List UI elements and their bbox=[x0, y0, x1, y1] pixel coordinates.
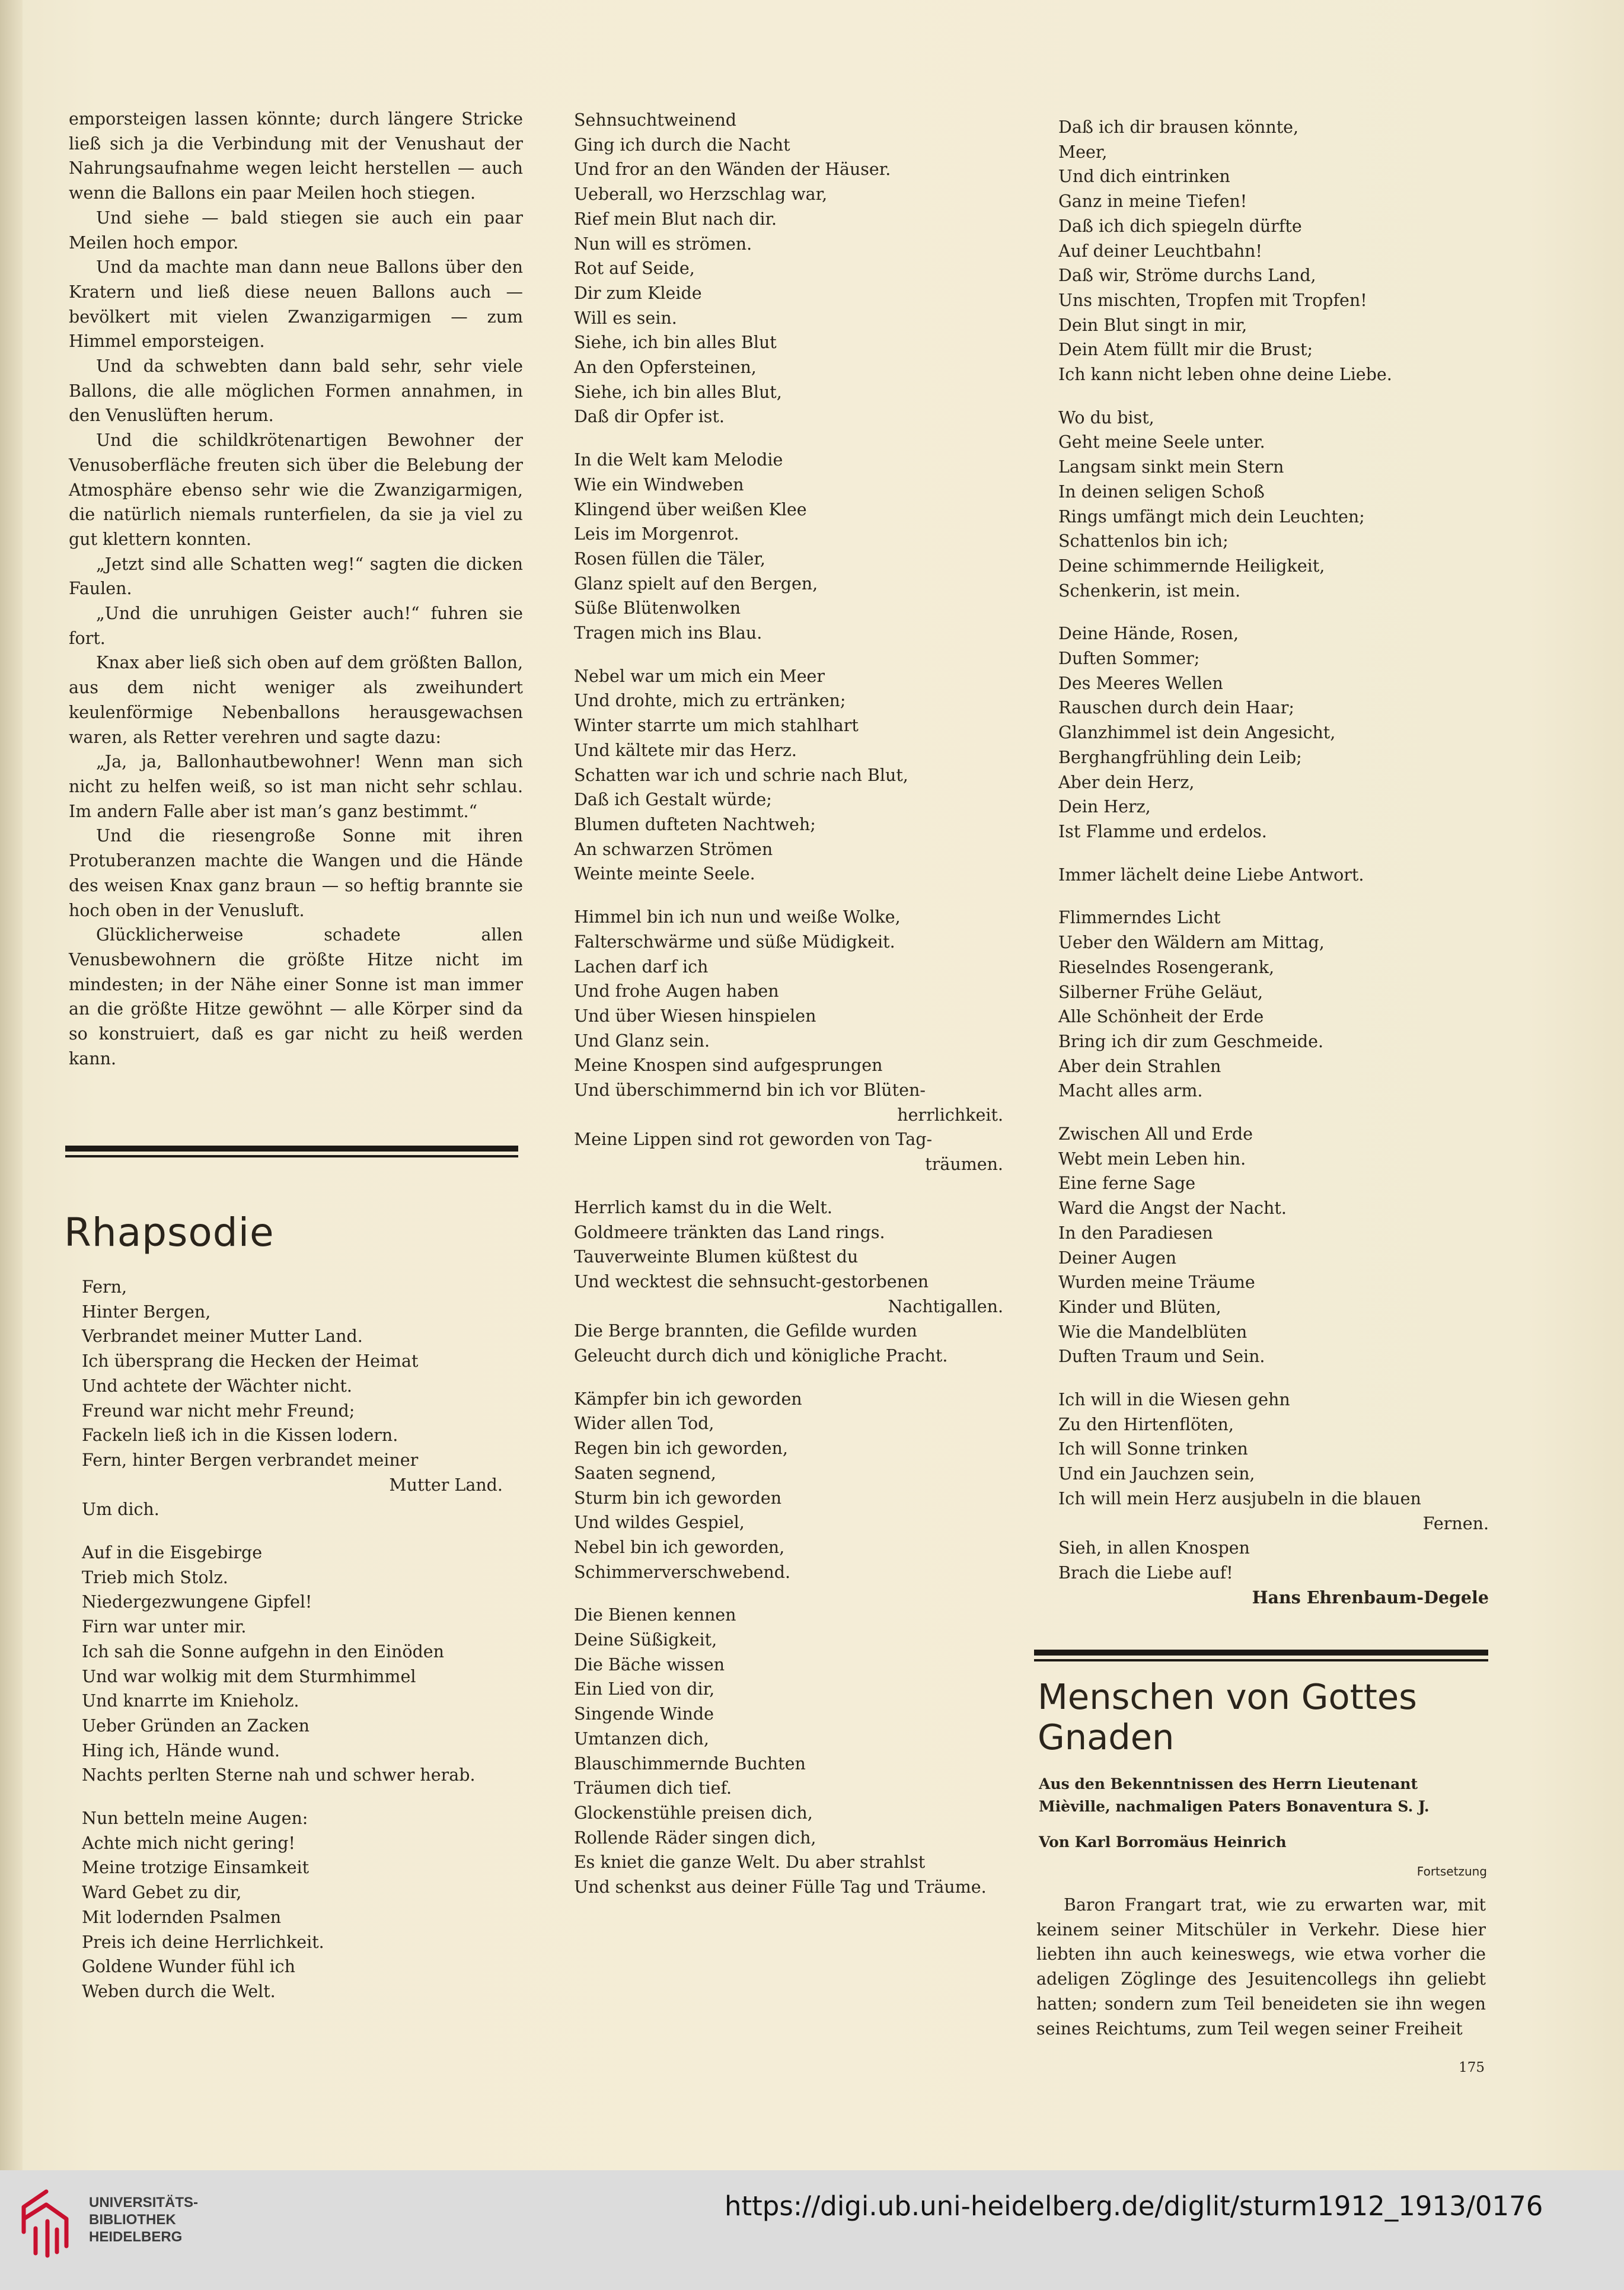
poem-line: Und knarrte im Knieholz. bbox=[82, 1691, 299, 1711]
poem-line: Saaten segnend, bbox=[574, 1463, 716, 1483]
poem-line: Auf in die Eisgebirge bbox=[82, 1543, 263, 1563]
poem-line: Meine Lippen sind rot geworden von Tag- bbox=[574, 1130, 933, 1150]
story-paragraph: Und da schwebten dann bald sehr, sehr viele Ballons, die alle möglichen Formen annahmen, in den Venuslüften herum. bbox=[69, 356, 523, 426]
poem-line: Die Berge brannten, die Gefilde wurden bbox=[574, 1321, 917, 1341]
poem-line: Und ein Jauchzen sein, bbox=[1058, 1464, 1255, 1484]
poem-stanza bbox=[574, 905, 1003, 1177]
poem-line: Und achtete der Wächter nicht. bbox=[82, 1376, 352, 1396]
poem-line: Wurden meine Träume bbox=[1058, 1272, 1255, 1293]
poem-stanza bbox=[82, 1806, 503, 2004]
poem-line: Ganz in meine Tiefen! bbox=[1058, 192, 1247, 212]
poem-line: Kinder und Blüten, bbox=[1058, 1297, 1221, 1317]
poem-line: Rollende Räder singen dich, bbox=[574, 1827, 816, 1848]
poem-line: Klingend über weißen Klee bbox=[574, 499, 807, 519]
poem-stanza bbox=[1058, 406, 1489, 604]
poem-title: Rhapsodie bbox=[64, 1210, 275, 1255]
poem-line: Rosen füllen die Täler, bbox=[574, 548, 765, 569]
poem-line: Will es sein. bbox=[574, 308, 677, 328]
institution-name-line: HEIDELBERG bbox=[89, 2229, 183, 2245]
poem-line: Ich sah die Sonne aufgehn in den Einöden bbox=[82, 1641, 444, 1661]
poem-line: Zwischen All und Erde bbox=[1058, 1124, 1253, 1144]
story-paragraph: „Und die unruhigen Geister auch!“ fuhren sie fort. bbox=[69, 604, 523, 648]
poem-line: In den Paradiesen bbox=[1058, 1223, 1213, 1243]
poem-line: Dein Blut singt in mir, bbox=[1058, 315, 1247, 335]
poem-line: Flimmerndes Licht bbox=[1058, 908, 1221, 928]
poem-stanza bbox=[1058, 905, 1489, 1103]
poem-line: Rot auf Seide, bbox=[574, 259, 695, 279]
poem-line: Geht meine Seele unter. bbox=[1058, 432, 1265, 452]
poem-line: Herrlich kamst du in die Welt. bbox=[574, 1197, 832, 1217]
poem-line: Und überschimmernd bin ich vor Blüten- bbox=[574, 1080, 926, 1101]
poem-line: Und wildes Gespiel, bbox=[574, 1513, 745, 1533]
poem-line: Ist Flamme und erdelos. bbox=[1058, 821, 1267, 841]
poem-line: Fern, hinter Bergen verbrandet meiner bbox=[82, 1450, 419, 1470]
poem-line: Rieselndes Rosengerank, bbox=[1058, 957, 1275, 977]
poem-line: Glanz spielt auf den Bergen, bbox=[574, 573, 818, 594]
poem-line: Schenkerin, ist mein. bbox=[1058, 581, 1241, 601]
poem-line: Tauverweinte Blumen küßtest du bbox=[574, 1247, 859, 1267]
story-paragraph: Und die schildkrötenartigen Bewohner der Venusoberfläche freuten sich über die Belebung der Atmosphäre ebenso sehr wie die Zwanzigarmigen, die natürlich niemals runterfielen, da sie ja viel zu gut klettern konnten. bbox=[69, 430, 523, 549]
poem-line: Brach die Liebe auf! bbox=[1058, 1562, 1233, 1583]
poem-line: Schattenlos bin ich; bbox=[1058, 531, 1229, 551]
poem-line: Hinter Bergen, bbox=[82, 1302, 211, 1322]
poem-line: Ich will in die Wiesen gehn bbox=[1058, 1390, 1290, 1410]
poem-line: Dir zum Kleide bbox=[574, 283, 702, 303]
poem-line: Süße Blütenwolken bbox=[574, 598, 741, 618]
poem-stanza bbox=[1058, 621, 1489, 844]
poem-line: Ward die Angst der Nacht. bbox=[1058, 1198, 1287, 1219]
poem-line: Wie ein Windweben bbox=[574, 474, 744, 495]
poem-line: Ueberall, wo Herzschlag war, bbox=[574, 184, 828, 205]
poem-line: Ging ich durch die Nacht bbox=[574, 135, 790, 155]
poem-line: Langsam sinkt mein Stern bbox=[1058, 457, 1284, 477]
poem-line: Rauschen durch dein Haar; bbox=[1058, 698, 1294, 718]
poem-line: Schimmerverschwebend. bbox=[574, 1562, 791, 1582]
poem-line: Singende Winde bbox=[574, 1704, 714, 1724]
poem-line: Ueber den Wäldern am Mittag, bbox=[1058, 933, 1325, 953]
poem-line: Sturm bin ich geworden bbox=[574, 1488, 782, 1508]
poem-line: Eine ferne Sage bbox=[1058, 1173, 1196, 1194]
poem-line: Die Bäche wissen bbox=[574, 1654, 725, 1675]
poem-line: Deine Hände, Rosen, bbox=[1058, 624, 1239, 644]
poem-line: Regen bin ich geworden, bbox=[574, 1439, 788, 1459]
poem-line: Deine Süßigkeit, bbox=[574, 1630, 717, 1650]
poem-line: Siehe, ich bin alles Blut bbox=[574, 333, 777, 353]
poem-line: In deinen seligen Schoß bbox=[1058, 481, 1265, 502]
poem-line: Nun will es strömen. bbox=[574, 234, 752, 254]
poem-line: herrlichkeit. bbox=[897, 1105, 1003, 1125]
poem-line: In die Welt kam Melodie bbox=[574, 450, 783, 470]
poem-line: Siehe, ich bin alles Blut, bbox=[574, 382, 782, 402]
poem-line: Des Meeres Wellen bbox=[1058, 673, 1223, 693]
poem-line: Goldmeere tränkten das Land rings. bbox=[574, 1222, 885, 1242]
poem-line: Schatten war ich und schrie nach Blut, bbox=[574, 765, 908, 785]
poem-stanza bbox=[1058, 1388, 1489, 1610]
poem-line: Duften Traum und Sein. bbox=[1058, 1347, 1265, 1367]
story-paragraph: Glücklicherweise schadete allen Venusbewohnern die größte Hitze nicht im mindesten; in der Nähe einer Sonne ist man immer an die größte Hitze gewöhnt — alle Körper sind da so konstruiert, daß es gar nicht zu heiß werden kann. bbox=[69, 925, 523, 1069]
poem-stanza bbox=[574, 1195, 1003, 1369]
poem-stanza bbox=[1058, 863, 1489, 888]
poem-line: Wo du bist, bbox=[1058, 407, 1154, 428]
poem-line: Wie die Mandelblüten bbox=[1058, 1322, 1247, 1342]
poem-line: Goldene Wunder fühl ich bbox=[82, 1957, 295, 1977]
poem-line: Glanzhimmel ist dein Angesicht, bbox=[1058, 723, 1336, 743]
poem-line: Falterschwärme und süße Müdigkeit. bbox=[574, 932, 895, 952]
poem-line: Alle Schönheit der Erde bbox=[1058, 1007, 1264, 1027]
poem-line: Und drohte, mich zu ertränken; bbox=[574, 691, 846, 711]
story-paragraph: „Jetzt sind alle Schatten weg!“ sagten die dicken Faulen. bbox=[69, 554, 523, 599]
poem-line: Und kältete mir das Herz. bbox=[574, 740, 797, 760]
poem-line: Ward Gebet zu dir, bbox=[82, 1883, 242, 1903]
poem-line: Verbrandet meiner Mutter Land. bbox=[82, 1326, 363, 1347]
section-divider-rule bbox=[1034, 1650, 1488, 1656]
poem-stanza bbox=[574, 1603, 1003, 1899]
poem-line: Kämpfer bin ich geworden bbox=[574, 1389, 802, 1409]
poem-line: Und wecktest die sehnsucht-gestorbenen bbox=[574, 1271, 929, 1291]
poem-stanza bbox=[574, 108, 1003, 429]
poem-line: Ich kann nicht leben ohne deine Liebe. bbox=[1058, 365, 1392, 385]
poem-line: Nebel war um mich ein Meer bbox=[574, 666, 825, 686]
poem-line: Und fror an den Wänden der Häuser. bbox=[574, 160, 891, 180]
story-subtitle: Aus den Bekenntnissen des Herrn Lieutenant Mièville, nachmaligen Paters Bonaventura S. J. bbox=[1039, 1775, 1430, 1815]
poem-line: Meer, bbox=[1058, 142, 1108, 162]
poem-line: Daß ich dir brausen könnte, bbox=[1058, 117, 1299, 137]
story-paragraph: Und die riesengroße Sonne mit ihren Protuberanzen machte die Wangen und die Hände des weisen Knax ganz braun — so heftig brannte sie hoch oben in der Venusluft. bbox=[69, 826, 523, 920]
poem-stanza bbox=[82, 1275, 503, 1522]
poem-line: Himmel bin ich nun und weiße Wolke, bbox=[574, 907, 901, 927]
poem-stanza bbox=[574, 664, 1003, 886]
poem-line: Lachen darf ich bbox=[574, 956, 709, 977]
page-number: 175 bbox=[1459, 2060, 1485, 2075]
poem-line: Daß wir, Ströme durchs Land, bbox=[1058, 266, 1316, 286]
poem-line: Nachtigallen. bbox=[888, 1296, 1003, 1316]
poem-line: Träumen dich tief. bbox=[574, 1778, 732, 1798]
poem-column-middle bbox=[574, 108, 1003, 1918]
source-url-link[interactable]: https://digi.ub.uni-heidelberg.de/diglit/sturm1912_1913/0176 bbox=[725, 2190, 1543, 2222]
poem-line: Meine Knospen sind aufgesprungen bbox=[574, 1055, 883, 1076]
poem-line: Nebel bin ich geworden, bbox=[574, 1537, 785, 1557]
story-author: Von Karl Borromäus Heinrich bbox=[1039, 1833, 1287, 1851]
poem-line: Blauschimmernde Buchten bbox=[574, 1753, 806, 1774]
page-binding-edge bbox=[0, 0, 23, 2170]
poem-line: Und war wolkig mit dem Sturmhimmel bbox=[82, 1666, 416, 1686]
poem-line: Geleucht durch dich und königliche Pracht. bbox=[574, 1346, 948, 1366]
viewer-footer bbox=[0, 2170, 1624, 2290]
poem-line: Daß ich Gestalt würde; bbox=[574, 790, 772, 810]
poem-line: Hing ich, Hände wund. bbox=[82, 1740, 280, 1760]
poem-line: Und dich eintrinken bbox=[1058, 167, 1230, 187]
story-body bbox=[1036, 1893, 1486, 2041]
poem-line: Aber dein Strahlen bbox=[1058, 1056, 1221, 1076]
story-title: Menschen von Gottes Gnaden bbox=[1038, 1676, 1417, 1758]
poem-line: Freund war nicht mehr Freund; bbox=[82, 1401, 355, 1421]
poem-line: Es kniet die ganze Welt. Du aber strahlst bbox=[574, 1852, 926, 1873]
poem-line: Uns mischten, Tropfen mit Tropfen! bbox=[1058, 290, 1367, 310]
poem-line: Glockenstühle preisen dich, bbox=[574, 1803, 813, 1823]
poem-line: Fern, bbox=[82, 1277, 127, 1297]
poem-line: Daß ich dich spiegeln dürfte bbox=[1058, 216, 1302, 236]
continuation-note: Fortsetzung bbox=[1416, 1864, 1487, 1878]
poem-line: Nachts perlten Sterne nah und schwer herab. bbox=[82, 1765, 476, 1785]
institution-name[interactable] bbox=[89, 2194, 198, 2246]
institution-name-line: UNIVERSITÄTS- bbox=[89, 2195, 199, 2211]
poem-line: Umtanzen dich, bbox=[574, 1728, 709, 1749]
poem-line: Deiner Augen bbox=[1058, 1248, 1177, 1268]
poem-line: Duften Sommer; bbox=[1058, 649, 1200, 669]
poem-line: Weben durch die Welt. bbox=[82, 1981, 276, 2001]
poem-line: Berghangfrühling dein Leib; bbox=[1058, 747, 1302, 767]
poem-line: Zu den Hirtenflöten, bbox=[1058, 1414, 1234, 1434]
poem-line: träumen. bbox=[925, 1154, 1003, 1175]
poem-stanza bbox=[82, 1541, 503, 1788]
poem-column-left bbox=[82, 1275, 503, 2023]
poem-line: Tragen mich ins Blau. bbox=[574, 623, 762, 643]
poem-line: Ich will Sonne trinken bbox=[1058, 1439, 1248, 1459]
poem-line: Niedergezwungene Gipfel! bbox=[82, 1592, 312, 1612]
poem-line: Fackeln ließ ich in die Kissen lodern. bbox=[82, 1425, 398, 1446]
poem-signature: Hans Ehrenbaum-Degele bbox=[1252, 1587, 1489, 1608]
poem-line: Immer lächelt deine Liebe Antwort. bbox=[1058, 865, 1364, 885]
poem-line: Rings umfängt mich dein Leuchten; bbox=[1058, 506, 1365, 527]
poem-line: Dein Atem füllt mir die Brust; bbox=[1058, 340, 1313, 360]
poem-line: Weinte meinte Seele. bbox=[574, 864, 755, 884]
poem-column-right bbox=[1058, 115, 1489, 1628]
poem-line: Aber dein Herz, bbox=[1058, 772, 1195, 792]
poem-line: Ich will mein Herz ausjubeln in die blauen bbox=[1058, 1488, 1421, 1508]
poem-line: Um dich. bbox=[82, 1500, 159, 1520]
poem-line: Achte mich nicht gering! bbox=[82, 1833, 295, 1853]
poem-line: Deine schimmernde Heiligkeit, bbox=[1058, 556, 1325, 576]
story-paragraph: emporsteigen lassen könnte; durch längere Stricke ließ sich ja die Verbindung mit der Venushaut der Nahrungsaufnahme wegen leicht herstellen — auch wenn die Ballons ein paar Meilen hoch stiegen. bbox=[69, 109, 523, 203]
poem-line: Leis im Morgenrot. bbox=[574, 524, 739, 544]
ub-heidelberg-logo-icon[interactable] bbox=[15, 2187, 79, 2260]
poem-stanza bbox=[574, 448, 1003, 646]
poem-line: Ein Lied von dir, bbox=[574, 1679, 715, 1699]
poem-line: Dein Herz, bbox=[1058, 797, 1151, 817]
poem-stanza bbox=[1058, 1122, 1489, 1369]
poem-line: Ich übersprang die Hecken der Heimat bbox=[82, 1351, 419, 1372]
story-continuation-column bbox=[69, 107, 523, 1071]
poem-line: An den Opfersteinen, bbox=[574, 358, 757, 378]
story-paragraph: Und da machte man dann neue Ballons über den Kratern und ließ diese neuen Ballons auch — bevölkert mit vielen Zwanzigarmigen — zum Himmel emporsteigen. bbox=[69, 257, 523, 352]
story-paragraph: „Ja, ja, Ballonhautbewohner! Wenn man sich nicht zu helfen weiß, so ist man nicht sehr schlau. Im andern Falle aber ist man’s ganz bestimmt.“ bbox=[69, 752, 523, 821]
poem-line: Trieb mich Stolz. bbox=[82, 1567, 228, 1587]
poem-line: Wider allen Tod, bbox=[574, 1414, 714, 1434]
poem-line: Macht alles arm. bbox=[1058, 1081, 1203, 1101]
poem-line: Winter starrte um mich stahlhart bbox=[574, 716, 859, 736]
poem-line: Sehnsuchtweinend bbox=[574, 110, 737, 130]
poem-line: Webt mein Leben hin. bbox=[1058, 1149, 1246, 1169]
poem-line: Ueber Gründen an Zacken bbox=[82, 1715, 310, 1736]
institution-name-line: BIBLIOTHEK bbox=[89, 2212, 176, 2228]
poem-line: Fernen. bbox=[1422, 1513, 1489, 1533]
poem-line: Rief mein Blut nach dir. bbox=[574, 209, 777, 229]
poem-line: Sieh, in allen Knospen bbox=[1058, 1538, 1250, 1558]
poem-stanza bbox=[1058, 115, 1489, 387]
story-paragraph: Und siehe — bald stiegen sie auch ein paar Meilen hoch empor. bbox=[69, 208, 523, 253]
poem-line: Und schenkst aus deiner Fülle Tag und Träume. bbox=[574, 1877, 987, 1897]
poem-line: Und Glanz sein. bbox=[574, 1031, 710, 1051]
poem-stanza bbox=[574, 1387, 1003, 1585]
poem-line: Mutter Land. bbox=[389, 1475, 503, 1495]
poem-line: Firn war unter mir. bbox=[82, 1617, 247, 1637]
story-paragraph: Knax aber ließ sich oben auf dem größten Ballon, aus dem nicht weniger als zweihundert keulenförmige Nebenballons herausgewachsen waren, als Retter verehren und sagte dazu: bbox=[69, 653, 523, 747]
poem-line: Und über Wiesen hinspielen bbox=[574, 1006, 816, 1026]
poem-line: Nun betteln meine Augen: bbox=[82, 1809, 308, 1829]
poem-line: Bring ich dir zum Geschmeide. bbox=[1058, 1031, 1324, 1051]
poem-line: Preis ich deine Herrlichkeit. bbox=[82, 1932, 324, 1952]
poem-line: Silberner Frühe Geläut, bbox=[1058, 982, 1264, 1002]
poem-line: Auf deiner Leuchtbahn! bbox=[1058, 241, 1262, 261]
poem-line: An schwarzen Strömen bbox=[574, 839, 773, 859]
story-paragraph: Baron Frangart trat, wie zu erwarten war, mit keinem seiner Mitschüler in Verkehr. Diese hier liebten ihn auch keineswegs, wie etwa vorher die adeligen Zöglinge des Jesuitencollegs ihn geliebt hatten; sondern zum Teil beneideten sie ihn wegen seines Reichtums, zum Teil wegen seiner Freiheit bbox=[1036, 1895, 1486, 2039]
poem-line: Meine trotzige Einsamkeit bbox=[82, 1858, 310, 1878]
poem-line: Die Bienen kennen bbox=[574, 1605, 736, 1625]
poem-line: Daß dir Opfer ist. bbox=[574, 407, 725, 427]
poem-line: Und frohe Augen haben bbox=[574, 981, 779, 1002]
section-divider-rule bbox=[65, 1146, 518, 1152]
poem-line: Mit lodernden Psalmen bbox=[82, 1907, 282, 1927]
poem-line: Blumen dufteten Nachtweh; bbox=[574, 814, 816, 834]
